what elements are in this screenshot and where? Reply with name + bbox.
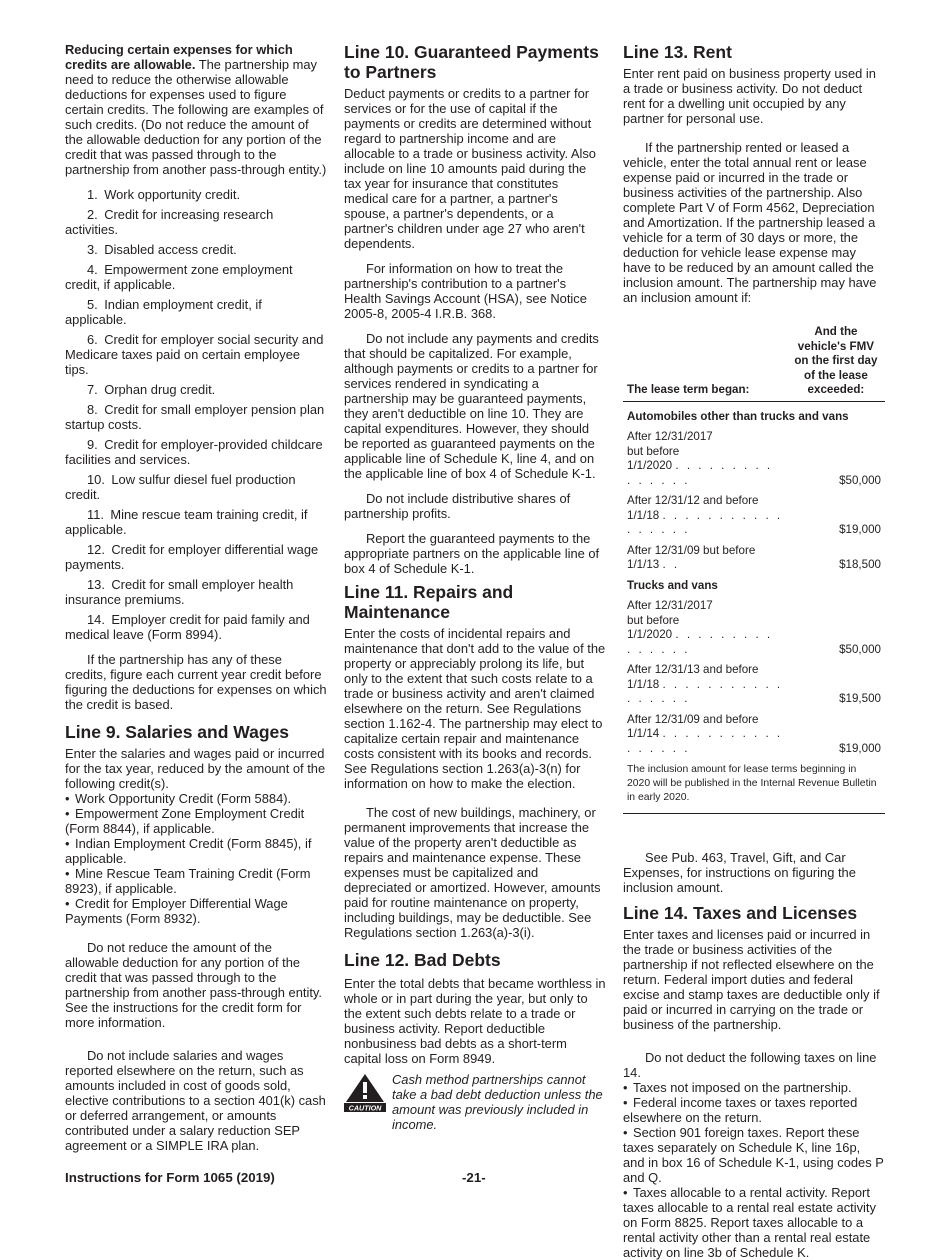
- table-header-fmv: And the vehicle's FMV on the first day of the lease exceeded:: [787, 325, 885, 401]
- credits-intro: [65, 42, 327, 177]
- list-item: 7. Orphan drug credit.: [87, 382, 216, 397]
- inclusion-amount-table: [623, 325, 885, 814]
- table-row: After 12/31/09 but before 1/1/13 . . $18,500: [627, 543, 881, 571]
- list-item: • Credit for Employer Differential Wage Payments (Form 8932).: [65, 896, 288, 926]
- list-item: 4. Empowerment zone employment credit, if applicable.: [65, 262, 293, 292]
- table-row: After 12/31/13 and before 1/1/18 . . . . . . . . . . . . . . . . . $19,500: [627, 663, 881, 705]
- section-heading-line-12: Line 12. Bad Debts: [344, 950, 501, 970]
- list-item: • Indian Employment Credit (Form 8845), if applicable.: [65, 836, 312, 866]
- section-heading-line-14: Line 14. Taxes and Licenses: [623, 903, 858, 923]
- section-heading-line-9: Line 9. Salaries and Wages: [65, 722, 290, 742]
- paragraph: Enter the salaries and wages paid or incurred for the tax year, reduced by the amount of the following credit(s).: [65, 746, 326, 791]
- paragraph: Enter rent paid on business property used in a trade or business activity. Do not deduct rent for a dwelling unit occupied by any partner for personal use.: [623, 66, 876, 126]
- list-item: • Empowerment Zone Employment Credit (Form 8844), if applicable.: [65, 806, 305, 836]
- column-right: [623, 42, 885, 1260]
- paragraph: Do not include distributive shares of partnership profits.: [344, 491, 571, 521]
- list-item: 12. Credit for employer differential wage payments.: [65, 542, 319, 572]
- table-header-lease-term: The lease term began:: [623, 325, 787, 401]
- list-item: 11. Mine rescue team training credit, if applicable.: [65, 507, 308, 537]
- list-item: • Mine Rescue Team Training Credit (Form 8923), if applicable.: [65, 866, 311, 896]
- paragraph: Do not include any payments and credits that should be capitalized. For example, although payments or credits to a partner for services rendered in syndicating a partnership may be guaranteed payments, they aren't deductible on line 10. They are capital expenditures. However, they should be reported as guaranteed payments on the applicable line of Schedule K, line 4, and on the applicable line of box 4 of Schedule K-1.: [344, 331, 599, 481]
- footer-form-title: Instructions for Form 1065 (2019): [65, 1170, 275, 1185]
- table-note: The inclusion amount for lease terms beginning in 2020 will be published in the Internal Revenue Bulletin in early 2020.: [623, 758, 885, 814]
- caution-label: CAUTION: [348, 1103, 382, 1112]
- list-item: • Taxes allocable to a rental activity. Report taxes allocable to a rental real estate activity on Form 8825. Report taxes allocable to a rental activity other than a rental real estate activity on line 3b of Schedule K.: [623, 1185, 876, 1260]
- paragraph: See Pub. 463, Travel, Gift, and Car Expenses, for instructions on figuring the inclusion amount.: [623, 850, 856, 895]
- column-middle: [344, 42, 606, 1132]
- paragraph: Enter the costs of incidental repairs and maintenance that don't add to the value of the property or appreciably prolong its life, but only to the extent that such costs relate to a trade or business activity and aren't claimed elsewhere on the return. See Regulations section 1.162-4. The partnership may elect to capitalize certain repair and maintenance costs consistent with its books and records. See Regulations section 1.263(a)-3(n) for information on how to make the election.: [344, 626, 606, 791]
- table-row: After 12/31/12 and before 1/1/18 . . . . . . . . . . . . . . . . . $19,000: [627, 494, 881, 536]
- table-row: After 12/31/2017 but before 1/1/2020 . . . . . . . . . . . . . . . $50,000: [627, 599, 881, 656]
- list-item: 3. Disabled access credit.: [87, 242, 237, 257]
- table-row: After 12/31/09 and before 1/1/14 . . . . . . . . . . . . . . . . . $19,000: [627, 712, 881, 755]
- table-section-automobiles: Automobiles other than trucks and vans: [627, 409, 849, 423]
- paragraph: The cost of new buildings, machinery, or permanent improvements that increase the value of the property aren't deductible as repairs and maintenance expense. These expenses must be capitalized and depreciated or amortized. However, amounts paid for routine maintenance on property, including buildings, may be deductible. See Regulations section 1.263(a)-3(i).: [344, 805, 601, 940]
- list-item: 10. Low sulfur diesel fuel production credit.: [65, 472, 296, 502]
- list-item: 2. Credit for increasing research activities.: [65, 207, 274, 237]
- section-heading-line-11: Line 11. Repairs and Maintenance: [344, 582, 514, 622]
- caution-text: Cash method partnerships cannot take a bad debt deduction unless the amount was previously included in income.: [392, 1072, 603, 1132]
- paragraph: If the partnership rented or leased a vehicle, enter the total annual rent or lease expense paid or incurred in the trade or business activities of the partnership. Also complete Part V of Form 4562, Depreciation and Amortization. If the partnership leased a vehicle for a term of 30 days or more, the deduction for vehicle lease expense may have to be reduced by an amount called the inclusion amount. The partnership may have an inclusion amount if:: [623, 140, 877, 305]
- caution-icon: [344, 1072, 386, 1115]
- bullet-list: [623, 1080, 885, 1260]
- paragraph: Report the guaranteed payments to the appropriate partners on the applicable line of box 4 of Schedule K-1.: [344, 531, 600, 576]
- credits-list: [65, 187, 327, 642]
- paragraph: Do not include salaries and wages reported elsewhere on the return, such as amounts included in cost of goods sold, elective contributions to a section 401(k) cash or deferred arrangement, or amounts contributed under a salary reduction SEP agreement or a SIMPLE IRA plan.: [65, 1048, 326, 1153]
- paragraph: Enter the total debts that became worthless in whole or in part during the year, but only to the extent such debts relate to a trade or business activity. Report deductible nonbusiness bad debts as a short-term capital loss on Form 8949.: [344, 976, 606, 1066]
- caution-note: [344, 1072, 606, 1132]
- paragraph: Enter taxes and licenses paid or incurred in the trade or business activities of the partnership if not reflected elsewhere on the return. Federal import duties and federal excise and stamp taxes are deductible only if paid or incurred in carrying on the trade or business of the partnership.: [623, 927, 880, 1032]
- credits-intro-text: The partnership may need to reduce the otherwise allowable deductions for expenses used to figure certain credits. The following are examples of such credits. (Do not reduce the amount of the allowable deduction for any portion of the credit that was passed through to the partnership from another pass-through entity.): [65, 57, 327, 177]
- credits-intro-heading: Reducing certain expenses for which credits are allowable.: [65, 42, 293, 72]
- list-item: 1. Work opportunity credit.: [87, 187, 241, 202]
- list-item: 9. Credit for employer-provided childcare facilities and services.: [65, 437, 323, 467]
- list-item: • Federal income taxes or taxes reported elsewhere on the return.: [623, 1095, 858, 1125]
- paragraph: Do not deduct the following taxes on line 14.: [623, 1050, 877, 1080]
- bullet-list: [65, 791, 327, 926]
- table-section-trucks: Trucks and vans: [627, 578, 718, 592]
- paragraph: If the partnership has any of these credits, figure each current year credit before figuring the deductions for expenses on which the credit is based.: [65, 652, 327, 712]
- list-item: 8. Credit for small employer pension plan startup costs.: [65, 402, 325, 432]
- list-item: • Work Opportunity Credit (Form 5884).: [65, 791, 292, 806]
- paragraph: Deduct payments or credits to a partner for services or for the use of capital if the payments or credits are determined without regard to partnership income and are allocable to a trade or business activity. Also include on line 10 amounts paid during the tax year for insurance that constitutes medical care for a partner, a partner's spouse, a partner's dependents, or a partner's children under age 27 who aren't dependents.: [344, 86, 596, 251]
- list-item: 5. Indian employment credit, if applicable.: [65, 297, 262, 327]
- list-item: • Taxes not imposed on the partnership.: [623, 1080, 852, 1095]
- paragraph: For information on how to treat the partnership's contribution to a partner's Health Savings Account (HSA), see Notice 2005-8, 2005-4 I.R.B. 368.: [344, 261, 587, 321]
- section-heading-line-13: Line 13. Rent: [623, 42, 732, 62]
- list-item: 14. Employer credit for paid family and medical leave (Form 8994).: [65, 612, 310, 642]
- list-item: 6. Credit for employer social security and Medicare taxes paid on certain employee tips.: [65, 332, 324, 377]
- list-item: • Section 901 foreign taxes. Report these taxes separately on Schedule K, line 16p, and in box 16 of Schedule K-1, using codes P and Q.: [623, 1125, 884, 1185]
- list-item: 13. Credit for small employer health insurance premiums.: [65, 577, 294, 607]
- column-left: [65, 42, 327, 1153]
- paragraph: Do not reduce the amount of the allowable deduction for any portion of the credit that was passed through to the partnership from another pass-through entity. See the instructions for the credit form for more information.: [65, 940, 322, 1030]
- table-row: After 12/31/2017 but before 1/1/2020 . . . . . . . . . . . . . . . $50,000: [627, 430, 881, 487]
- page-number: -21-: [462, 1170, 486, 1185]
- section-heading-line-10: Line 10. Guaranteed Payments to Partners: [344, 42, 599, 82]
